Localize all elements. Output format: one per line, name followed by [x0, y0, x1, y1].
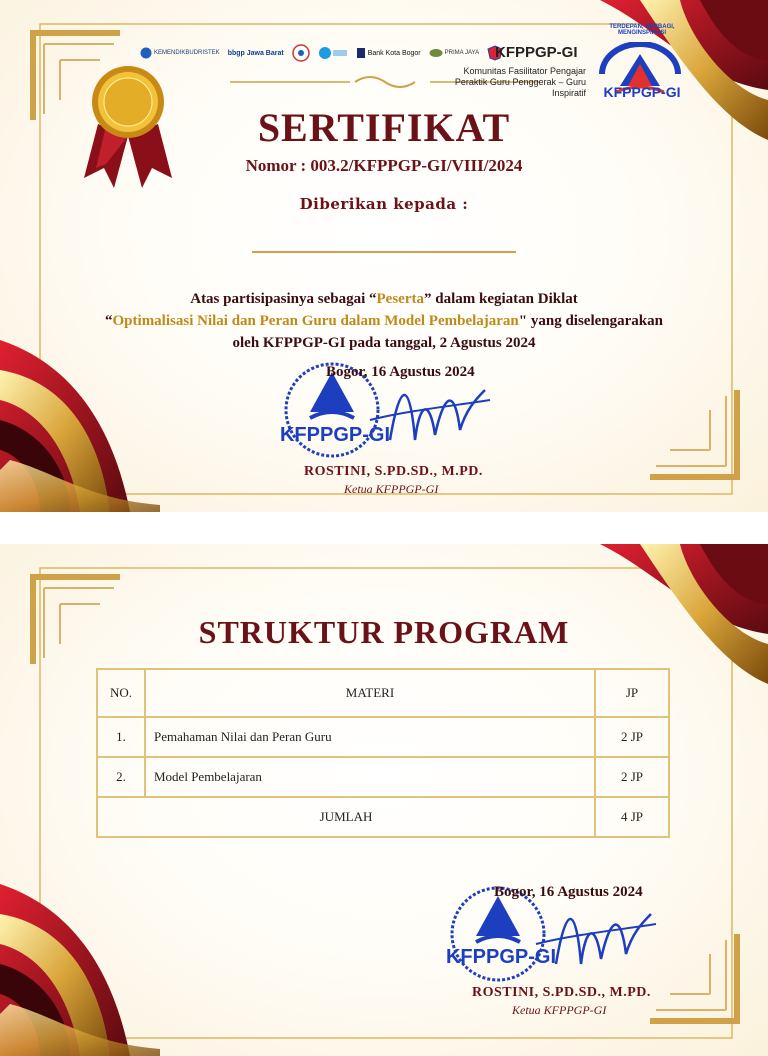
logo-label: PRIMA JAYA — [444, 50, 480, 56]
emblem-motto: TERDEPAN, BERBAGI, MENGINSPIRASI — [609, 24, 675, 36]
program-title: STRUKTUR PROGRAM — [198, 614, 570, 650]
program-table — [96, 668, 670, 838]
table-row — [97, 757, 669, 797]
table-row — [97, 717, 669, 757]
partner-logos — [140, 44, 503, 62]
body-line-3: oleh KFPPGP-GI pada tanggal, 2 Agustus 2024 — [232, 335, 536, 351]
place-date: Bogor, 16 Agustus 2024 — [326, 364, 475, 380]
body-text: Atas partisipasinya sebagai “ — [190, 291, 377, 307]
org-name: KFPPGP-GI — [495, 44, 578, 61]
body-text: " yang diselengarakan — [518, 313, 663, 329]
signer-name: ROSTINI, S.PD.SD., M.PD. — [472, 985, 651, 1000]
body-line-1 — [0, 288, 768, 310]
logo-label: Bank Kota Bogor — [367, 49, 421, 57]
prima-jaya-logo — [429, 48, 479, 58]
certificate-page — [0, 0, 768, 512]
page-gap — [0, 512, 768, 544]
activity-name: Optimalisasi Nilai dan Peran Guru dalam Model Pembelajaran — [112, 313, 519, 329]
kfppgp-emblem-icon — [592, 42, 688, 112]
given-to-label: Diberikan kepada : — [299, 195, 469, 213]
cell-jp: 2 JP — [595, 717, 669, 757]
round-seal-icon — [292, 44, 310, 62]
stamp-text: KFPPGP-GI — [445, 946, 556, 968]
kemendikbud-logo — [140, 47, 220, 59]
body-line-2 — [0, 310, 768, 332]
emblem-text: KFPPGP-GI — [603, 84, 681, 100]
body-paragraph — [0, 288, 768, 354]
stamp-text: KFPPGP-GI — [279, 424, 390, 446]
table-header-row — [97, 669, 669, 717]
signer-name: ROSTINI, S.PD.SD., M.PD. — [304, 464, 483, 479]
header-no: NO. — [97, 669, 145, 717]
table-total-row — [97, 797, 669, 837]
logo-label: KEMENDIKBUDRISTEK — [154, 50, 220, 56]
signer-role: Ketua KFPPGP-GI — [344, 482, 439, 496]
cell-materi: Pemahaman Nilai dan Peran Guru — [145, 717, 595, 757]
total-label: JUMLAH — [97, 797, 595, 837]
body-text: “ — [105, 313, 113, 329]
cell-jp: 2 JP — [595, 757, 669, 797]
certificate-number: Nomor : 003.2/KFPPGP-GI/VIII/2024 — [245, 156, 523, 175]
program-page — [0, 544, 768, 1056]
cell-no: 1. — [97, 717, 145, 757]
header-materi: MATERI — [145, 669, 595, 717]
cell-no: 2. — [97, 757, 145, 797]
cell-materi: Model Pembelajaran — [145, 757, 595, 797]
place-date: Bogor, 16 Agustus 2024 — [494, 884, 643, 900]
bank-kota-bogor-logo — [356, 47, 421, 59]
org-description: Komunitas Fasilitator Pengajar Peraktik Guru Penggerak – Guru Inspiratif — [454, 66, 586, 98]
total-value: 4 JP — [595, 797, 669, 837]
body-text: ” dalam kegiatan Diklat — [423, 291, 578, 307]
logo-label: bbgp Jawa Barat — [227, 49, 284, 57]
page-title: SERTIFIKAT — [257, 105, 511, 150]
bbgp-logo — [228, 50, 284, 57]
participant-role: Peserta — [376, 291, 424, 307]
header-jp: JP — [595, 669, 669, 717]
ppg-logo-icon — [318, 46, 348, 60]
signer-role: Ketua KFPPGP-GI — [512, 1003, 607, 1017]
